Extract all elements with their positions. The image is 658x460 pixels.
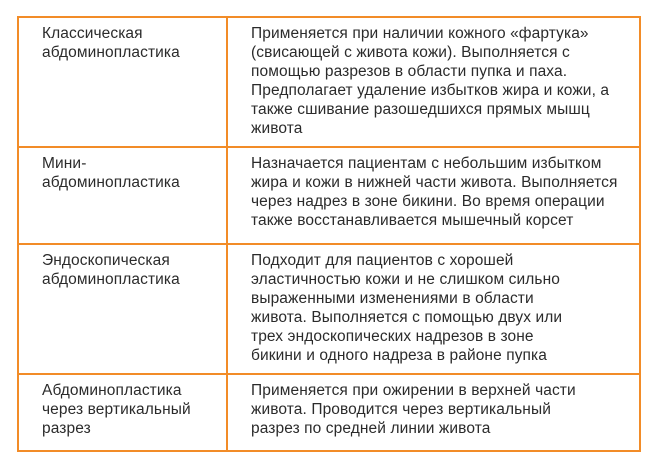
table-row xyxy=(18,147,640,244)
abdominoplasty-types-table xyxy=(17,16,641,452)
procedure-type-cell: Мини- абдоминопластика xyxy=(18,147,227,244)
table-row xyxy=(18,244,640,374)
procedure-description-cell: Применяется при наличии кожного «фартука» (свисающей с живота кожи). Выполняется с помощью разрезов в области пупка и паха. Предполагает удаление избытков жира и кожи, а также сшивание разошедшихся прямых мышц живота xyxy=(227,17,640,147)
procedure-type-cell: Абдоминопластика через вертикальный разрез xyxy=(18,374,227,451)
table-row xyxy=(18,17,640,147)
table-row xyxy=(18,374,640,451)
procedure-description-cell: Применяется при ожирении в верхней части живота. Проводится через вертикальный разрез по средней линии живота xyxy=(227,374,640,451)
procedure-description-cell: Назначается пациентам с небольшим избытком жира и кожи в нижней части живота. Выполняется через надрез в зоне бикини. Во время операции также восстанавливается мышечный корсет xyxy=(227,147,640,244)
procedure-type-cell: Эндоскопическая абдоминопластика xyxy=(18,244,227,374)
procedure-description-cell: Подходит для пациентов с хорошей эластичностью кожи и не слишком сильно выраженными изменениями в области живота. Выполняется с помощью двух или трех эндоскопических надрезов в зоне бикини и одного надреза в районе пупка xyxy=(227,244,640,374)
procedure-type-cell: Классическая абдоминопластика xyxy=(18,17,227,147)
